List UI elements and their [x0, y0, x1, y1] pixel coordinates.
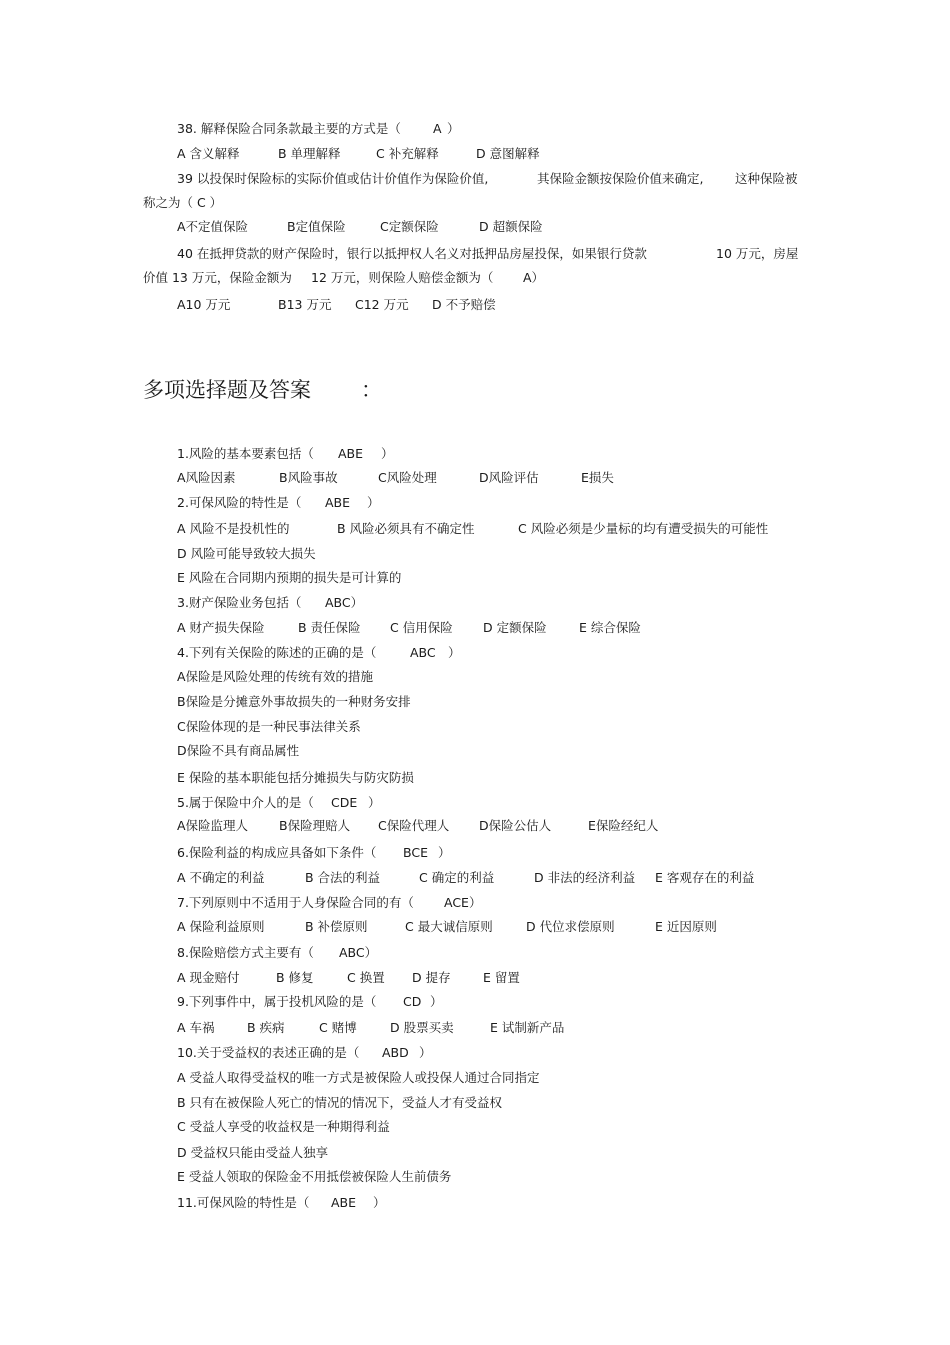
question-text: 8.保险赔偿方式主要有（ [177, 945, 314, 960]
option-c: C 信用保险 [390, 620, 453, 635]
section-heading [143, 376, 382, 404]
question-text: 10.关于受益权的表述正确的是（ [177, 1045, 360, 1060]
option-a: A 现金赔付 [177, 970, 240, 985]
option-c: C12 万元 [355, 297, 409, 312]
bracket-close: ） [381, 446, 394, 461]
question-text: 这种保险被 [735, 171, 798, 186]
option-d: D 定额保险 [483, 620, 547, 635]
answer: CD [403, 994, 422, 1009]
question-text: 12 万元，则保险人赔偿金额为（ [311, 270, 494, 285]
option-b: B 合法的利益 [305, 870, 381, 885]
option-a: A 风险不是投机性的 [177, 521, 290, 536]
option-e: E 试制新产品 [490, 1020, 565, 1035]
question-text: 称之为（ C ） [143, 195, 223, 210]
bracket-close: ） [447, 121, 460, 136]
option-c: C 最大诚信原则 [405, 919, 493, 934]
bracket-close: ） [430, 994, 443, 1009]
question-text: 5.属于保险中介人的是（ [177, 795, 314, 810]
question-text: 1.风险的基本要素包括（ [177, 446, 314, 461]
answer: BCE [403, 845, 428, 860]
option-c: C 赌博 [319, 1020, 357, 1035]
option-d: D 超额保险 [479, 219, 543, 234]
question-text: 11.可保风险的特性是（ [177, 1195, 310, 1210]
option-c: C风险处理 [378, 470, 437, 485]
option-a: A 财产损失保险 [177, 620, 265, 635]
question-text: 7.下列原则中不适用于人身保险合同的有（ [177, 895, 414, 910]
answer: ABE [338, 446, 364, 461]
question-text: 价值 13 万元，保险金额为 [143, 270, 292, 285]
option-c: C保险体现的是一种民事法律关系 [177, 719, 361, 734]
option-d: D保险公估人 [479, 818, 552, 833]
option-e: E 受益人领取的保险金不用抵偿被保险人生前债务 [177, 1169, 452, 1184]
option-a: A保险监理人 [177, 818, 249, 833]
option-b: B 责任保险 [298, 620, 361, 635]
option-d: D 提存 [412, 970, 451, 985]
option-b: B 单理解释 [278, 146, 341, 161]
option-a: A不定值保险 [177, 219, 249, 234]
question-text: 10 万元，房屋 [716, 246, 799, 261]
answer: ABE [325, 495, 351, 510]
option-e: E 客观存在的利益 [655, 870, 755, 885]
question-text: 其保险金额按保险价值来确定, [537, 171, 704, 186]
option-a: A 保险利益原则 [177, 919, 265, 934]
option-b: B 风险必须具有不确定性 [337, 521, 475, 536]
question-text: 4.下列有关保险的陈述的正确的是（ [177, 645, 377, 660]
question-text: 3.财产保险业务包括（ [177, 595, 302, 610]
heading-colon: ： [361, 378, 382, 402]
option-a: A 含义解释 [177, 146, 240, 161]
option-d: D 意图解释 [476, 146, 540, 161]
option-e: E 保险的基本职能包括分摊损失与防灾防损 [177, 770, 414, 785]
option-d: D 代位求偿原则 [526, 919, 615, 934]
question-text: 39 以投保时保险标的实际价值或估计价值作为保险价值, [177, 171, 489, 186]
option-b: B 修复 [276, 970, 314, 985]
option-a: A保险是风险处理的传统有效的措施 [177, 669, 374, 684]
answer: CDE [331, 795, 358, 810]
option-c: C定额保险 [380, 219, 439, 234]
answer: A） [523, 270, 545, 285]
option-e: E保险经纪人 [588, 818, 659, 833]
option-c: C 确定的利益 [419, 870, 495, 885]
option-a: A 车祸 [177, 1020, 215, 1035]
bracket-close: ） [438, 845, 451, 860]
question-text: 6.保险利益的构成应具备如下条件（ [177, 845, 377, 860]
answer: ABC） [339, 945, 378, 960]
option-c: C 换置 [347, 970, 385, 985]
option-d: D 不予赔偿 [432, 297, 496, 312]
option-c: C 风险必须是少量标的均有遭受损失的可能性 [518, 521, 769, 536]
option-e: E 风险在合同期内预期的损失是可计算的 [177, 570, 402, 585]
answer: ABC [410, 645, 436, 660]
heading-title: 多项选择题及答案 [143, 378, 311, 402]
question-text: 9.下列事件中，属于投机风险的是（ [177, 994, 377, 1009]
option-c: C 受益人享受的收益权是一种期得利益 [177, 1119, 390, 1134]
option-a: A 受益人取得受益权的唯一方式是被保险人或投保人通过合同指定 [177, 1070, 540, 1085]
option-b: B风险事故 [279, 470, 338, 485]
bracket-close: ） [448, 645, 461, 660]
option-d: D风险评估 [479, 470, 539, 485]
question-text: 38. 解释保险合同条款最主要的方式是（ [177, 121, 401, 136]
option-c: C保险代理人 [378, 818, 450, 833]
answer: ABD [382, 1045, 409, 1060]
option-d: D 股票买卖 [390, 1020, 454, 1035]
option-a: A10 万元 [177, 297, 231, 312]
option-a: A 不确定的利益 [177, 870, 265, 885]
option-d: D 风险可能导致较大损失 [177, 546, 316, 561]
option-e: E 留置 [483, 970, 520, 985]
option-b: B保险是分摊意外事故损失的一种财务安排 [177, 694, 411, 709]
option-d: D 受益权只能由受益人独享 [177, 1145, 329, 1160]
option-c: C 补充解释 [376, 146, 439, 161]
option-b: B 只有在被保险人死亡的情况的情况下，受益人才有受益权 [177, 1095, 503, 1110]
option-d: D 非法的经济利益 [534, 870, 636, 885]
option-e: E 近因原则 [655, 919, 717, 934]
bracket-close: ） [368, 795, 381, 810]
option-e: E损失 [581, 470, 614, 485]
option-b: B13 万元 [278, 297, 332, 312]
option-e: E 综合保险 [579, 620, 641, 635]
question-text: 40 在抵押贷款的财产保险时，银行以抵押权人名义对抵押品房屋投保，如果银行贷款 [177, 246, 647, 261]
answer: ABC） [325, 595, 364, 610]
option-d: D保险不具有商品属性 [177, 743, 300, 758]
option-b: B定值保险 [287, 219, 346, 234]
option-b: B 疾病 [247, 1020, 285, 1035]
bracket-close: ） [367, 495, 380, 510]
option-b: B保险理赔人 [279, 818, 351, 833]
answer: A [433, 121, 442, 136]
question-text: 2.可保风险的特性是（ [177, 495, 302, 510]
option-a: A风险因素 [177, 470, 236, 485]
option-b: B 补偿原则 [305, 919, 368, 934]
bracket-close: ） [373, 1195, 386, 1210]
bracket-close: ） [419, 1045, 432, 1060]
answer: ABE [331, 1195, 357, 1210]
answer: ACE） [444, 895, 482, 910]
